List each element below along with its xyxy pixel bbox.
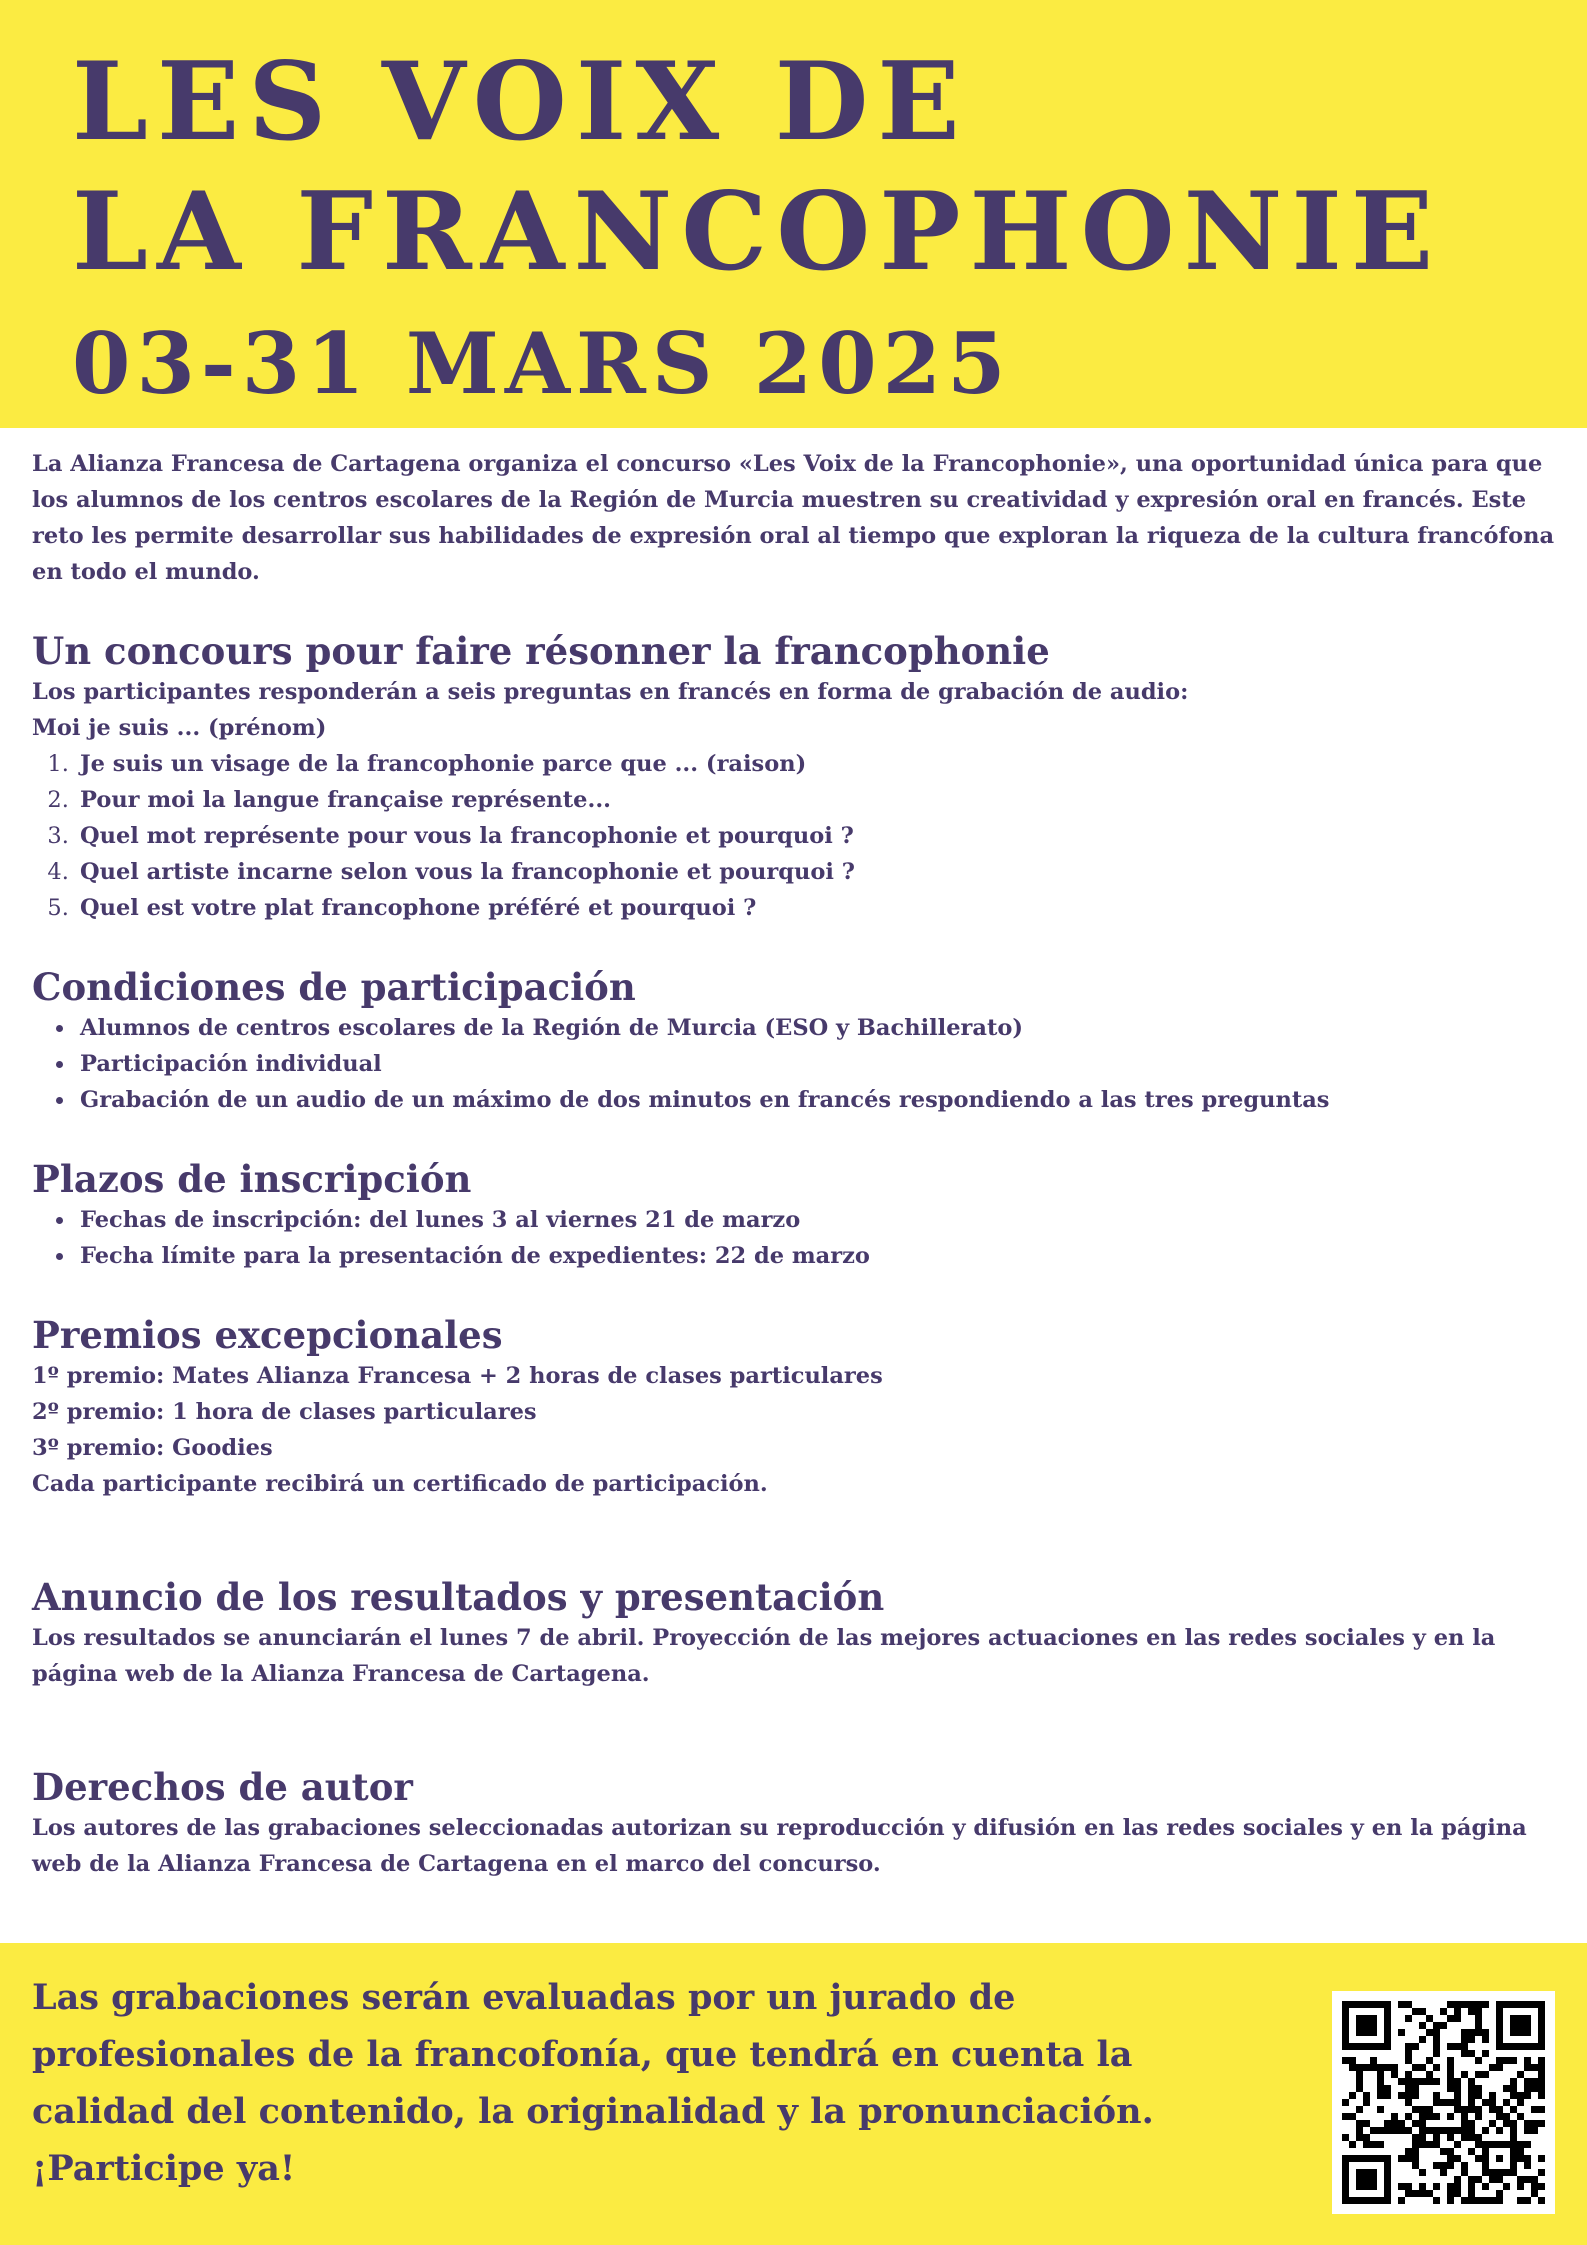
question-item: 2. Pour moi la langue française représente... (76, 782, 1555, 818)
main-content (0, 428, 1587, 1882)
anuncio-heading: Anuncio de los resultados y presentación (32, 1575, 885, 1619)
footer-message (32, 1969, 1282, 2197)
questions-list (32, 746, 1555, 926)
concours-first-question: Moi je suis ... (prénom) (32, 715, 327, 741)
premio-line: 2º premio: 1 hora de clases particulares (32, 1399, 537, 1425)
title-line-1: LES VOIX DE (72, 39, 969, 165)
premio-line: 3º premio: Goodies (32, 1435, 273, 1461)
condicion-item: • Grabación de un audio de un máximo de dos minutos en francés respondiendo a las tres preguntas (76, 1082, 1555, 1118)
qr-code-icon (1342, 2001, 1545, 2204)
condiciones-list (32, 1010, 1555, 1118)
anuncio-text: Los resultados se anunciarán el lunes 7 de abril. Proyección de las mejores actuaciones en las redes sociales y en la página web de la Alianza Francesa de Cartagena. (32, 1625, 1496, 1687)
header-banner (0, 0, 1587, 428)
footer-line: Las grabaciones serán evaluadas por un jurado de (32, 1977, 1016, 2018)
plazos-heading: Plazos de inscripción (32, 1157, 472, 1201)
question-item: 1. Je suis un visage de la francophonie parce que ... (raison) (76, 746, 1555, 782)
premios-heading: Premios excepcionales (32, 1313, 503, 1357)
event-dates: 03-31 MARS 2025 (72, 314, 1012, 413)
qr-code[interactable] (1332, 1991, 1555, 2214)
derechos-heading: Derechos de autor (32, 1765, 413, 1809)
footer-line: calidad del contenido, la originalidad y la pronunciación. (32, 2091, 1154, 2132)
footer-line: profesionales de la francofonía, que tendrá en cuenta la (32, 2034, 1133, 2075)
concours-lead: Los participantes responderán a seis preguntas en francés en forma de grabación de audio: (32, 679, 1189, 705)
concours-heading: Un concours pour faire résonner la francophonie (32, 629, 1050, 673)
plazo-item: • Fecha límite para la presentación de expedientes: 22 de marzo (76, 1238, 1555, 1274)
condiciones-heading: Condiciones de participación (32, 965, 636, 1009)
section-premios (32, 1312, 1555, 1502)
footer-cta: ¡Participe ya! (32, 2148, 296, 2189)
section-derechos (32, 1764, 1555, 1882)
certificado-line: Cada participante recibirá un certificado de participación. (32, 1471, 768, 1497)
section-concours (32, 628, 1555, 926)
question-item: 5. Quel est votre plat francophone préféré et pourquoi ? (76, 890, 1555, 926)
title-line-2: LA FRANCOPHONIE (72, 169, 1443, 295)
section-anuncio (32, 1574, 1555, 1692)
section-condiciones (32, 964, 1555, 1118)
footer-banner (0, 1943, 1587, 2245)
section-plazos (32, 1156, 1555, 1274)
condicion-item: • Alumnos de centros escolares de la Región de Murcia (ESO y Bachillerato) (76, 1010, 1555, 1046)
question-item: 3. Quel mot représente pour vous la francophonie et pourquoi ? (76, 818, 1555, 854)
plazo-item: • Fechas de inscripción: del lunes 3 al viernes 21 de marzo (76, 1202, 1555, 1238)
intro-paragraph: La Alianza Francesa de Cartagena organiza el concurso «Les Voix de la Francophonie», una oportunidad única para que los alumnos de los centros escolares de la Región de Murcia muestren su creatividad y expresión oral en francés. Este reto les permite desarrollar sus habilidades de expresión oral al tiempo que exploran la riqueza de la cultura francófona en todo el mundo. (32, 451, 1555, 585)
plazos-list (32, 1202, 1555, 1274)
question-item: 4. Quel artiste incarne selon vous la francophonie et pourquoi ? (76, 854, 1555, 890)
condicion-item: • Participación individual (76, 1046, 1555, 1082)
derechos-text: Los autores de las grabaciones seleccionadas autorizan su reproducción y difusión en las redes sociales y en la página web de la Alianza Francesa de Cartagena en el marco del concurso. (32, 1815, 1527, 1877)
premio-line: 1º premio: Mates Alianza Francesa + 2 horas de clases particulares (32, 1363, 883, 1389)
